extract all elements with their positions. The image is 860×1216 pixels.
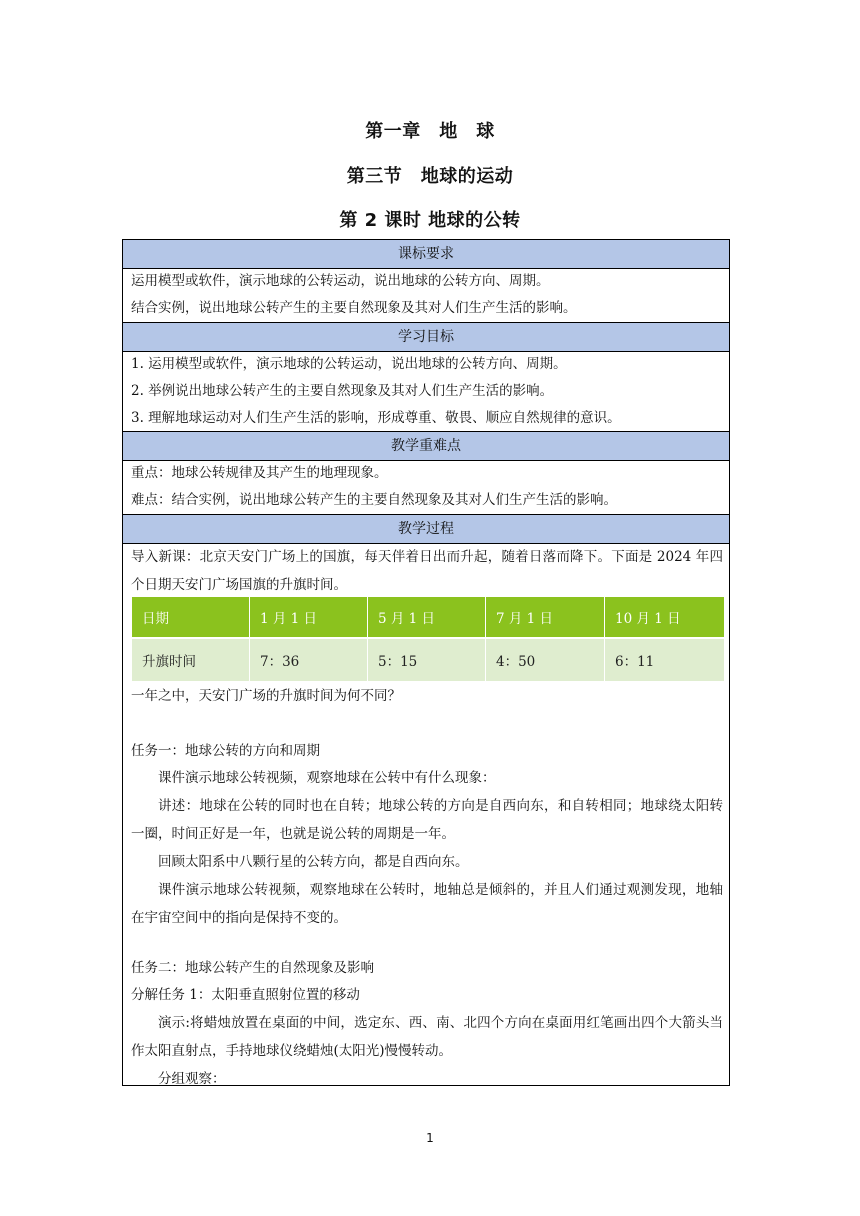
table-row (132, 639, 724, 681)
table-cell: 4：50 (486, 639, 605, 681)
demo-paragraph: 演示:将蜡烛放置在桌面的中间，选定东、西、南、北四个方向在桌面用红笔画出四个大箭头当作太阳直射点，手持地球仪绕蜡烛(太阳光)慢慢转动。 (131, 1015, 723, 1059)
table-cell: 升旗时间 (132, 639, 250, 681)
curriculum-line-2: 结合实例，说出地球公转产生的主要自然现象及其对人们生产生活的影响。 (131, 300, 577, 316)
difficult-point: 难点：结合实例，说出地球公转产生的主要自然现象及其对人们生产生活的影响。 (131, 492, 617, 508)
table-header-cell: 5 月 1 日 (368, 597, 486, 639)
objective-2: 2. 举例说出地球公转产生的主要自然现象及其对人们生产生活的影响。 (131, 383, 554, 399)
table-header-cell: 7 月 1 日 (486, 597, 605, 639)
intro-paragraph: 导入新课：北京天安门广场上的国旗，每天伴着日出而升起，随着日落而降下。下面是 2024 年四个日期天安门广场国旗的升旗时间。 (131, 549, 723, 593)
objectives-header: 学习目标 (123, 322, 729, 352)
task1-paragraph-4: 课件演示地球公转视频，观察地球在公转时，地轴总是倾斜的，并且人们通过观测发现，地轴在宇宙空间中的指向是保持不变的。 (131, 882, 723, 926)
table-cell: 7：36 (250, 639, 368, 681)
table-cell: 5：15 (368, 639, 486, 681)
key-points-header: 教学重难点 (123, 431, 729, 461)
key-point: 重点：地球公转规律及其产生的地理现象。 (131, 465, 388, 481)
table-header-cell: 日期 (132, 597, 250, 639)
question-text: 一年之中，天安门广场的升旗时间为何不同？ (131, 688, 401, 704)
curriculum-line-1: 运用模型或软件，演示地球的公转运动，说出地球的公转方向、周期。 (131, 273, 550, 289)
table-cell: 6：11 (605, 639, 724, 681)
lesson-plan-table (122, 239, 730, 1086)
process-header: 教学过程 (123, 514, 729, 544)
task1-paragraph-1: 课件演示地球公转视频，观察地球在公转中有什么现象： (158, 770, 496, 786)
section-title: 第三节 地球的运动 (346, 166, 514, 187)
objective-1: 1. 运用模型或软件，演示地球的公转运动，说出地球的公转方向、周期。 (131, 356, 567, 372)
curriculum-header: 课标要求 (123, 240, 729, 269)
lesson-title: 第 2 课时 地球的公转 (339, 210, 521, 231)
task1-paragraph-2: 讲述：地球在公转的同时也在自转；地球公转的方向是自西向东，和自转相同；地球绕太阳转一圈，时间正好是一年，也就是说公转的周期是一年。 (131, 798, 723, 842)
table-header-row (132, 597, 724, 639)
group-observation: 分组观察： (158, 1071, 226, 1087)
task1-paragraph-3: 回顾太阳系中八颗行星的公转方向，都是自西向东。 (158, 854, 469, 870)
chapter-title: 第一章 地 球 (365, 121, 495, 142)
table-header-cell: 1 月 1 日 (250, 597, 368, 639)
objective-3: 3. 理解地球运动对人们生产生活的影响，形成尊重、敬畏、顺应自然规律的意识。 (131, 410, 621, 426)
table-header-cell: 10 月 1 日 (605, 597, 724, 639)
task1-title: 任务一：地球公转的方向和周期 (131, 743, 320, 759)
task2-title: 任务二：地球公转产生的自然现象及影响 (131, 960, 374, 976)
flag-raising-table (132, 597, 724, 681)
subtask1-title: 分解任务 1：太阳垂直照射位置的移动 (131, 987, 360, 1003)
page-number: 1 (426, 1131, 434, 1145)
